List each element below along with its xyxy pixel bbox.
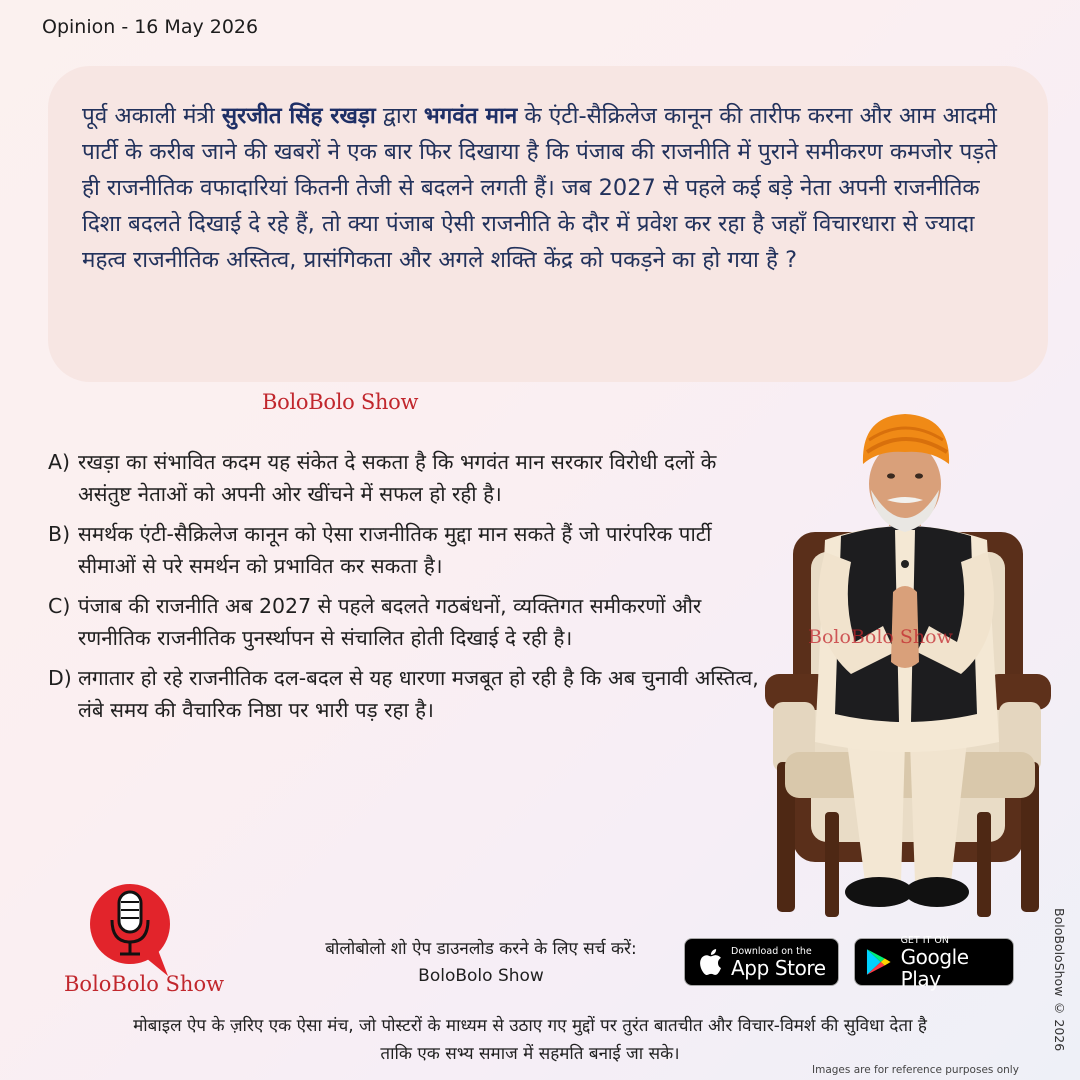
footer-line-1: मोबाइल ऐप के ज़रिए एक ऐसा मंच, जो पोस्टरों के माध्यम से उठाए गए मुद्दों पर तुरंत बातचीत और विचार-विमर्श की सुविधा देता है	[133, 1016, 927, 1036]
brand-watermark: BoloBolo Show	[262, 390, 419, 414]
option-letter: D)	[48, 666, 72, 690]
google-play-icon	[865, 947, 893, 977]
disclaimer: Images are for reference purposes only	[812, 1064, 1019, 1076]
option-text: पंजाब की राजनीति अब 2027 से पहले बदलते गठबंधनों, व्यक्तिगत समीकरणों और रणनीतिक राजनीतिक पुनर्स्थापन से संचालित होती दिखाई दे रही है।	[78, 594, 702, 650]
google-play-label: Google Play	[900, 944, 969, 991]
option-d	[48, 662, 768, 726]
option-letter: B)	[48, 522, 71, 546]
download-instruction: बोलोबोलो शो ऐप डाउनलोड करने के लिए सर्च करें:	[325, 939, 637, 959]
option-text: लगातार हो रहे राजनीतिक दल-बदल से यह धारणा मजबूत हो रही है कि अब चुनावी अस्तित्व, लंबे समय की वैचारिक निष्ठा पर भारी पड़ रहा है।	[78, 666, 759, 722]
download-search-term: BoloBolo Show	[418, 966, 544, 986]
option-a	[48, 446, 768, 510]
footer-description	[20, 1012, 1040, 1068]
google-play-small: GET IT ON	[900, 934, 949, 946]
option-b	[48, 518, 768, 582]
app-store-small: Download on the	[731, 945, 812, 957]
post-date: Opinion - 16 May 2026	[42, 16, 259, 38]
highlight-name-2: भगवंत मान	[423, 103, 518, 129]
app-store-label: App Store	[731, 955, 826, 980]
copyright-vertical: BoloBoloShow © 2026	[1052, 908, 1067, 1052]
option-text: रखड़ा का संभावित कदम यह संकेत दे सकता है कि भगवंत मान सरकार विरोधी दलों के असंतुष्ट नेताओं को अपनी ओर खींचने में सफल हो रही है।	[78, 450, 717, 506]
question-text: पूर्व अकाली मंत्री सुरजीत सिंह रखड़ा द्वारा भगवंत मान के एंटी-सैक्रिलेज कानून की तारीफ करना और आम आदमी पार्टी के करीब जाने की खबरों ने एक बार फिर दिखाया है कि पंजाब की राजनीति में पुराने समीकरण कमजोर पड़ते ही राजनीतिक वफादारियां कितनी तेजी से बदलने लगती हैं। जब 2027 से पहले कई बड़े नेता अपनी राजनीतिक दिशा बदलते दिखाई दे रहे हैं, तो क्या पंजाब ऐसी राजनीति के दौर में प्रवेश कर रहा है जहाँ विचारधारा से ज्यादा महत्व राजनीतिक अस्तित्व, प्रासंगिकता और अगले शक्ति केंद्र को पकड़ने का हो गया है ?	[82, 103, 998, 273]
highlight-name-1: सुरजीत सिंह रखड़ा	[221, 103, 376, 129]
apple-icon	[697, 947, 723, 977]
question-card	[48, 66, 1048, 382]
google-play-button[interactable]	[854, 934, 1014, 991]
footer-line-2: ताकि एक सभ्य समाज में सहमति बनाई जा सके।	[380, 1044, 680, 1064]
politician-illustration	[755, 412, 1055, 932]
options-list	[48, 446, 768, 734]
option-letter: A)	[48, 450, 71, 474]
app-store-button[interactable]	[684, 938, 839, 986]
image-watermark: BoloBolo Show	[808, 626, 953, 648]
option-letter: C)	[48, 594, 71, 618]
download-note	[276, 936, 686, 990]
option-c	[48, 590, 768, 654]
logo-text: BoloBolo Show	[64, 972, 225, 996]
option-text: समर्थक एंटी-सैक्रिलेज कानून को ऐसा राजनीतिक मुद्दा मान सकते हैं जो पारंपरिक पार्टी सीमाओं से परे समर्थन को प्रभावित कर सकता है।	[78, 522, 712, 578]
